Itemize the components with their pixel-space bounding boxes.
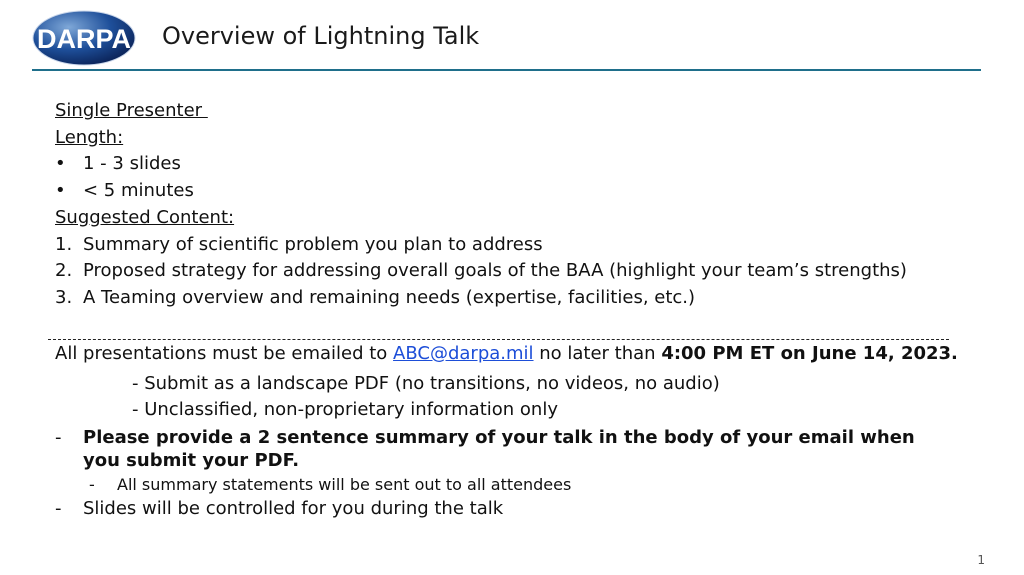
- dash-marker: -: [89, 475, 95, 495]
- numbered-text: Proposed strategy for addressing overall goals of the BAA (highlight your team’s strengths): [83, 260, 907, 282]
- logo-text: DARPA: [37, 24, 131, 54]
- intro-middle: no later than: [533, 343, 662, 364]
- numbered-item: [55, 232, 955, 259]
- dash-marker: -: [55, 427, 62, 449]
- summary-sub-text: All summary statements will be sent out to all attendees: [117, 475, 572, 495]
- header-rule: [32, 69, 981, 71]
- bullet-text: < 5 minutes: [83, 180, 194, 202]
- darpa-logo: [32, 10, 136, 66]
- slides-control-text: Slides will be controlled for you during the talk: [83, 498, 504, 520]
- single-presenter-heading: Single Presenter: [55, 100, 208, 121]
- numbered-text: Summary of scientific problem you plan to address: [83, 233, 543, 255]
- submission-intro: [55, 341, 958, 368]
- number-marker: 1.: [55, 233, 73, 255]
- slides-control-item: [55, 496, 955, 523]
- classification-note: - Unclassified, non-proprietary information only: [132, 399, 558, 421]
- bullet-marker: •: [55, 153, 66, 175]
- numbered-item: [55, 258, 955, 285]
- email-link[interactable]: ABC@darpa.mil: [393, 343, 534, 364]
- pdf-format-note: - Submit as a landscape PDF (no transitions, no videos, no audio): [132, 372, 720, 394]
- submission-section: [55, 341, 958, 523]
- bullet-marker: •: [55, 180, 66, 202]
- slide-title: Overview of Lightning Talk: [162, 22, 480, 50]
- summary-sub-item: [55, 474, 955, 496]
- summary-request-item: [55, 426, 955, 472]
- numbered-text: A Teaming overview and remaining needs (expertise, facilities, etc.): [83, 286, 696, 308]
- length-label: Length:: [55, 126, 124, 148]
- bullet-item: [55, 178, 955, 205]
- bullet-text: 1 - 3 slides: [83, 153, 181, 175]
- summary-request-text: Please provide a 2 sentence summary of your talk in the body of your email when you submit your PDF.: [83, 427, 915, 472]
- bullet-item: [55, 151, 955, 178]
- intro-prefix: All presentations must be emailed to: [55, 343, 394, 364]
- dash-marker: -: [55, 498, 62, 520]
- page-number: 1: [977, 553, 985, 567]
- presenter-section: [55, 98, 955, 312]
- number-marker: 2.: [55, 260, 73, 282]
- dashed-divider: [48, 339, 949, 340]
- numbered-item: [55, 285, 955, 312]
- deadline: 4:00 PM ET on June 14, 2023.: [661, 343, 958, 364]
- number-marker: 3.: [55, 286, 73, 308]
- suggested-content-label: Suggested Content:: [55, 206, 235, 228]
